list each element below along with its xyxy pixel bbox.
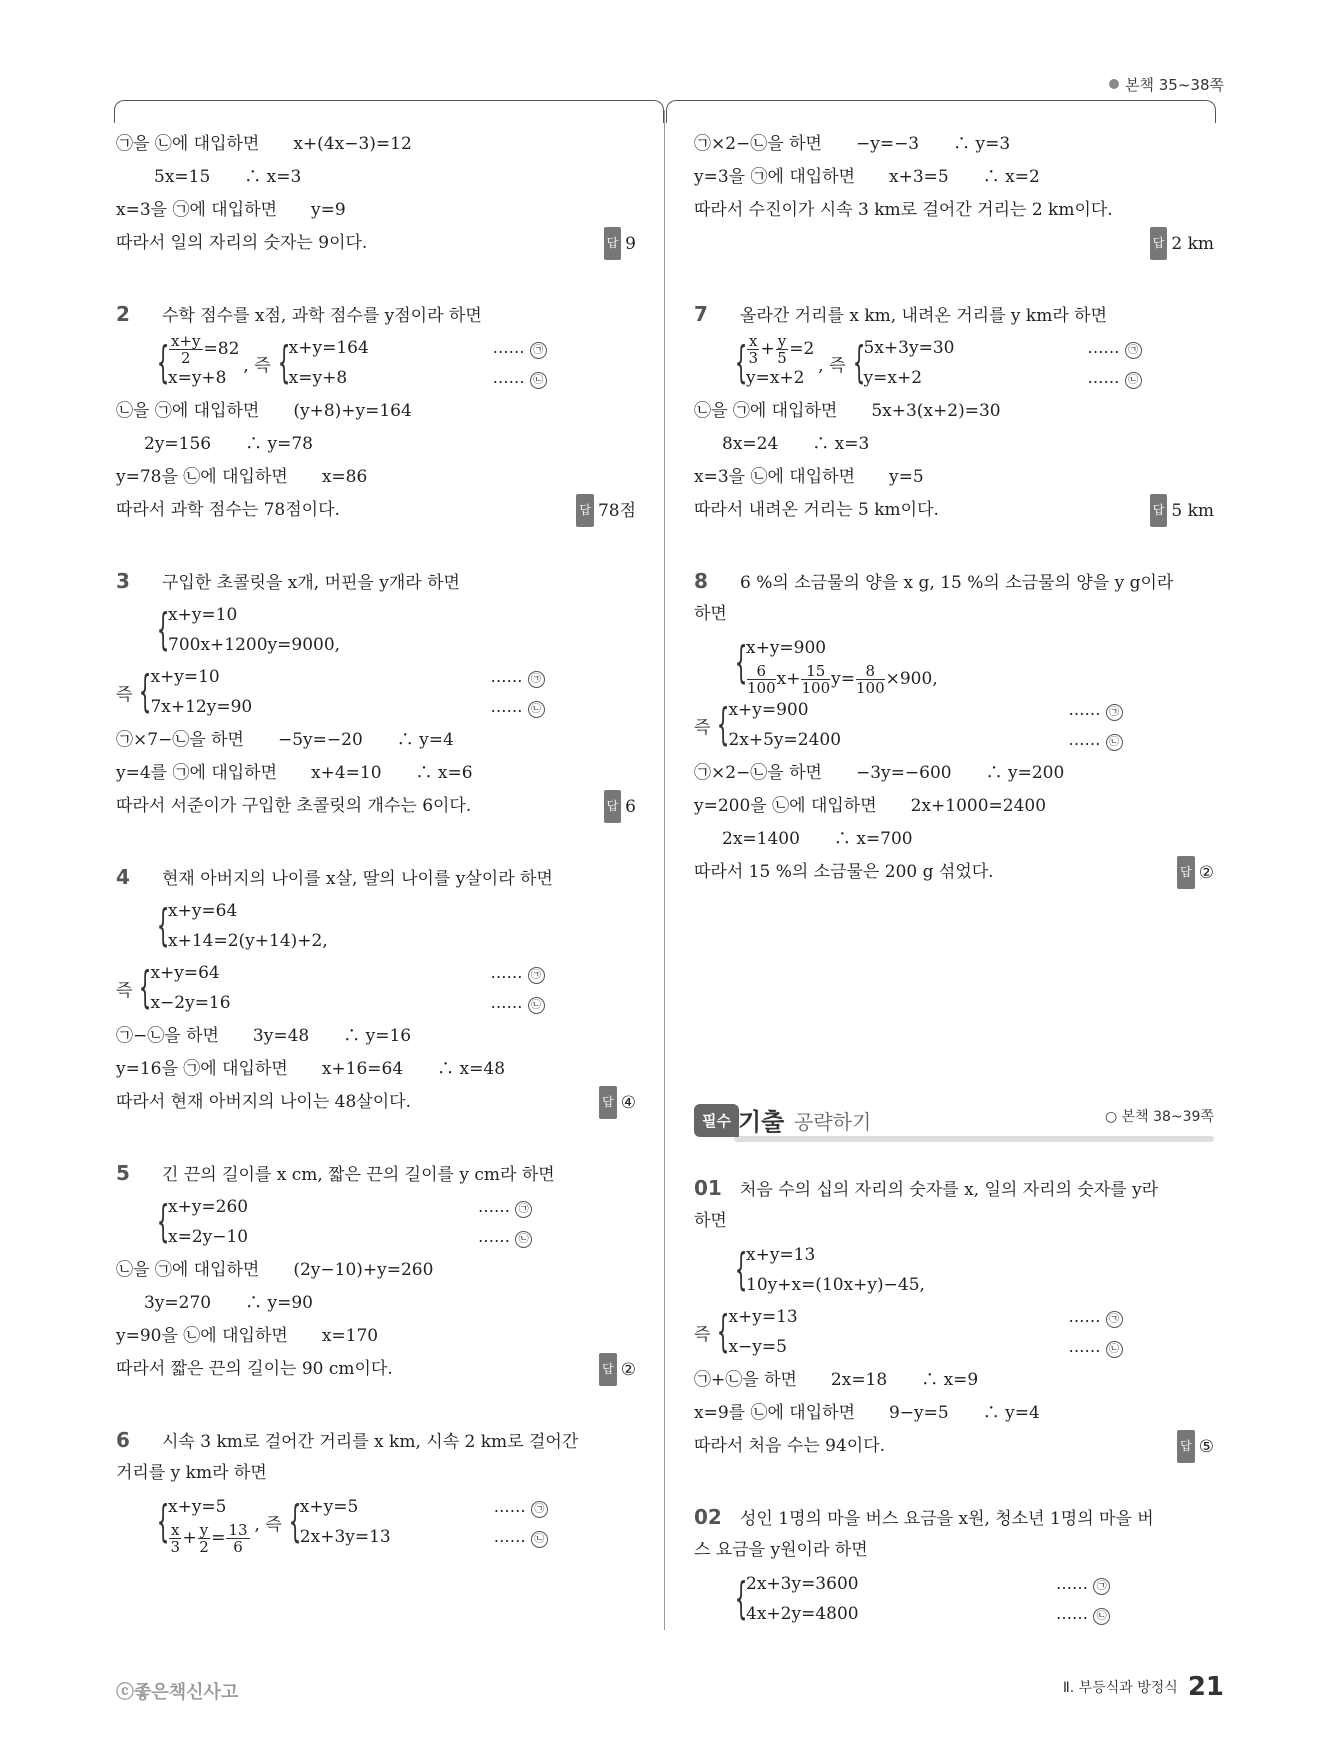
equation-system: { x+y=10 700x+1200y=9000, — [156, 604, 341, 655]
question-02-intro-cont: 스 요금을 y원이라 하면 — [694, 1540, 868, 1560]
solution-line: 5x=15 ∴ x=3 — [154, 167, 302, 187]
section-subtitle: 공략하기 — [794, 1110, 872, 1134]
right-column — [694, 128, 1214, 889]
equation-system: { $\frac{x+y}{2}$ =82 x=y+8 , 즉 { x+y=164 …… ㉠ x=y+8 …… ㉡ — [116, 333, 636, 393]
page-footer — [1063, 1672, 1224, 1702]
equation-system: 즉 { x+y=900 …… ㉠ 2x+5y=2400 …… ㉡ — [694, 695, 1214, 755]
problem-8-intro: 8 6 %의 소금물의 양을 x g, 15 %의 소금물의 양을 y g이라 — [694, 569, 1174, 593]
answer: 답 ⑤ — [1177, 1430, 1214, 1464]
problem-4-intro: 4 현재 아버지의 나이를 x살, 딸의 나이를 y살이라 하면 — [116, 865, 553, 889]
equation-system: { x+y=13 10y+x=(10x+y)−45, — [734, 1244, 925, 1295]
question-02-intro: 02 성인 1명의 마을 버스 요금을 x원, 청소년 1명의 마을 버 — [694, 1505, 1154, 1529]
solution-line: ㉠×2−㉡을 하면 −y=−3 ∴ y=3 — [694, 134, 1011, 154]
section-underline — [734, 1136, 1214, 1142]
left-column — [116, 128, 636, 1554]
answer: 답 5 km — [1150, 494, 1214, 528]
solution-line: x=9를 ㉡에 대입하면 9−y=5 ∴ y=4 — [694, 1403, 1040, 1423]
solution-line: 따라서 짧은 끈의 길이는 90 cm이다. 답 ② — [116, 1353, 636, 1386]
solution-line: 따라서 과학 점수는 78점이다. 답 78점 — [116, 494, 636, 527]
solution-line: 따라서 현재 아버지의 나이는 48살이다. 답 ④ — [116, 1086, 636, 1119]
solution-line: y=4를 ㉠에 대입하면 x+4=10 ∴ x=6 — [116, 763, 473, 783]
solution-line: ㉠×7−㉡을 하면 −5y=−20 ∴ y=4 — [116, 730, 454, 750]
solution-line: ㉡을 ㉠에 대입하면 5x+3(x+2)=30 — [694, 401, 1001, 421]
solution-line: y=200을 ㉡에 대입하면 2x+1000=2400 — [694, 796, 1047, 816]
solution-line: 따라서 15 %의 소금물은 200 g 섞었다. 답 ② — [694, 856, 1214, 889]
required-badge: 필수 — [694, 1104, 739, 1137]
equation-system: { $\frac{x}{3}$ + $\frac{y}{5}$ =2 y=x+2 , 즉 { 5x+3y=30 …… ㉠ y=x+2 …… ㉡ — [694, 333, 1214, 393]
answer: 답 78점 — [576, 494, 636, 528]
problem-5-intro: 5 긴 끈의 길이를 x cm, 짧은 끈의 길이를 y cm라 하면 — [116, 1161, 555, 1185]
solution-line: ㉠−㉡을 하면 3y=48 ∴ y=16 — [116, 1026, 412, 1046]
equation-system: 즉 { x+y=64 …… ㉠ x−2y=16 …… ㉡ — [116, 958, 636, 1018]
solution-line: 따라서 처음 수는 94이다. 답 ⑤ — [694, 1430, 1214, 1463]
equation-system: { x+y=900 $\frac{6}{100}$ x+ $\frac{15}{100}$ y= $\frac{8}{100}$ ×900, — [734, 637, 938, 697]
solution-line: 따라서 수진이가 시속 3 km로 걸어간 거리는 2 km이다. — [694, 200, 1113, 220]
solution-line: ㉠을 ㉡에 대입하면 x+(4x−3)=12 — [116, 134, 412, 154]
chapter-title: Ⅱ. 부등식과 방정식 — [1062, 1680, 1178, 1696]
equation-system: { x+y=64 x+14=2(y+14)+2, — [156, 900, 328, 951]
problem-6-intro: 6 시속 3 km로 걸어간 거리를 x km, 시속 2 km로 걸어간 — [116, 1428, 579, 1452]
solution-line: x=3을 ㉡에 대입하면 y=5 — [694, 467, 924, 487]
section-reference: ○ 본책 38~39쪽 — [1104, 1109, 1214, 1125]
solution-line — [694, 227, 1214, 260]
problem-7-intro: 7 올라간 거리를 x km, 내려온 거리를 y km라 하면 — [694, 302, 1107, 326]
question-01-intro: 01 처음 수의 십의 자리의 숫자를 x, 일의 자리의 숫자를 y라 — [694, 1176, 1159, 1200]
equation-system: 즉 { x+y=13 …… ㉠ x−y=5 …… ㉡ — [694, 1302, 1214, 1362]
section-title: 기출 — [738, 1108, 785, 1136]
answer: 답 ④ — [599, 1086, 636, 1120]
solution-line: 2y=156 ∴ y=78 — [144, 434, 313, 454]
problem-8-intro-cont: 하면 — [694, 604, 727, 624]
question-01-intro-cont: 하면 — [694, 1211, 727, 1231]
answer: 답 ② — [599, 1353, 636, 1387]
answer: 답 9 — [604, 227, 636, 261]
problem-2-intro: 2 수학 점수를 x점, 과학 점수를 y점이라 하면 — [116, 302, 482, 326]
equation-system: { x+y=260 …… ㉠ x=2y−10 …… ㉡ — [116, 1192, 636, 1252]
solution-line: 2x=1400 ∴ x=700 — [722, 829, 913, 849]
answer: 답 ② — [1177, 856, 1214, 890]
problem-6-intro-cont: 거리를 y km라 하면 — [116, 1463, 267, 1483]
section-header — [694, 1100, 1214, 1140]
equation-system: { x+y=5 $\frac{x}{3}$ + $\frac{y}{2}$ = $\frac{13}{6}$ , 즉 { x+y=5 …… ㉠ 2x+3y=13 …… ㉡ — [116, 1492, 636, 1552]
solution-line: y=16을 ㉠에 대입하면 x+16=64 ∴ x=48 — [116, 1059, 506, 1079]
problem-3-intro: 3 구입한 초콜릿을 x개, 머핀을 y개라 하면 — [116, 569, 460, 593]
answer: 답 2 km — [1150, 227, 1214, 261]
equation-system: 즉 { x+y=10 …… ㉠ 7x+12y=90 …… ㉡ — [116, 662, 636, 722]
solution-line: y=90을 ㉡에 대입하면 x=170 — [116, 1326, 379, 1346]
solution-line: y=3을 ㉠에 대입하면 x+3=5 ∴ x=2 — [694, 167, 1040, 187]
column-divider — [664, 110, 665, 1630]
solution-line: ㉡을 ㉠에 대입하면 (2y−10)+y=260 — [116, 1260, 434, 1280]
solution-line: 따라서 내려온 거리는 5 km이다. 답 5 km — [694, 494, 1214, 527]
solution-line: x=3을 ㉠에 대입하면 y=9 — [116, 200, 346, 220]
solution-line: 따라서 일의 자리의 숫자는 9이다. 답 9 — [116, 227, 636, 260]
right-column-frame — [666, 100, 1216, 123]
solution-line: ㉡을 ㉠에 대입하면 (y+8)+y=164 — [116, 401, 412, 421]
left-column-frame — [114, 100, 664, 123]
equation-system: { 2x+3y=3600 …… ㉠ 4x+2y=4800 …… ㉡ — [694, 1569, 1214, 1629]
solution-line: y=78을 ㉡에 대입하면 x=86 — [116, 467, 368, 487]
answer: 답 6 — [604, 790, 636, 824]
solution-line: ㉠×2−㉡을 하면 −3y=−600 ∴ y=200 — [694, 763, 1065, 783]
solution-line: 8x=24 ∴ x=3 — [722, 434, 870, 454]
solution-line: 따라서 서준이가 구입한 초콜릿의 개수는 6이다. 답 6 — [116, 790, 636, 823]
page-number: 21 — [1187, 1672, 1224, 1702]
solution-line: ㉠+㉡을 하면 2x=18 ∴ x=9 — [694, 1370, 979, 1390]
solution-line: 3y=270 ∴ y=90 — [144, 1293, 313, 1313]
section-questions — [694, 1172, 1214, 1631]
page-reference: 본책 35~38쪽 — [1109, 74, 1224, 95]
publisher-logo: ⓒ좋은책신사고 — [116, 1682, 239, 1703]
